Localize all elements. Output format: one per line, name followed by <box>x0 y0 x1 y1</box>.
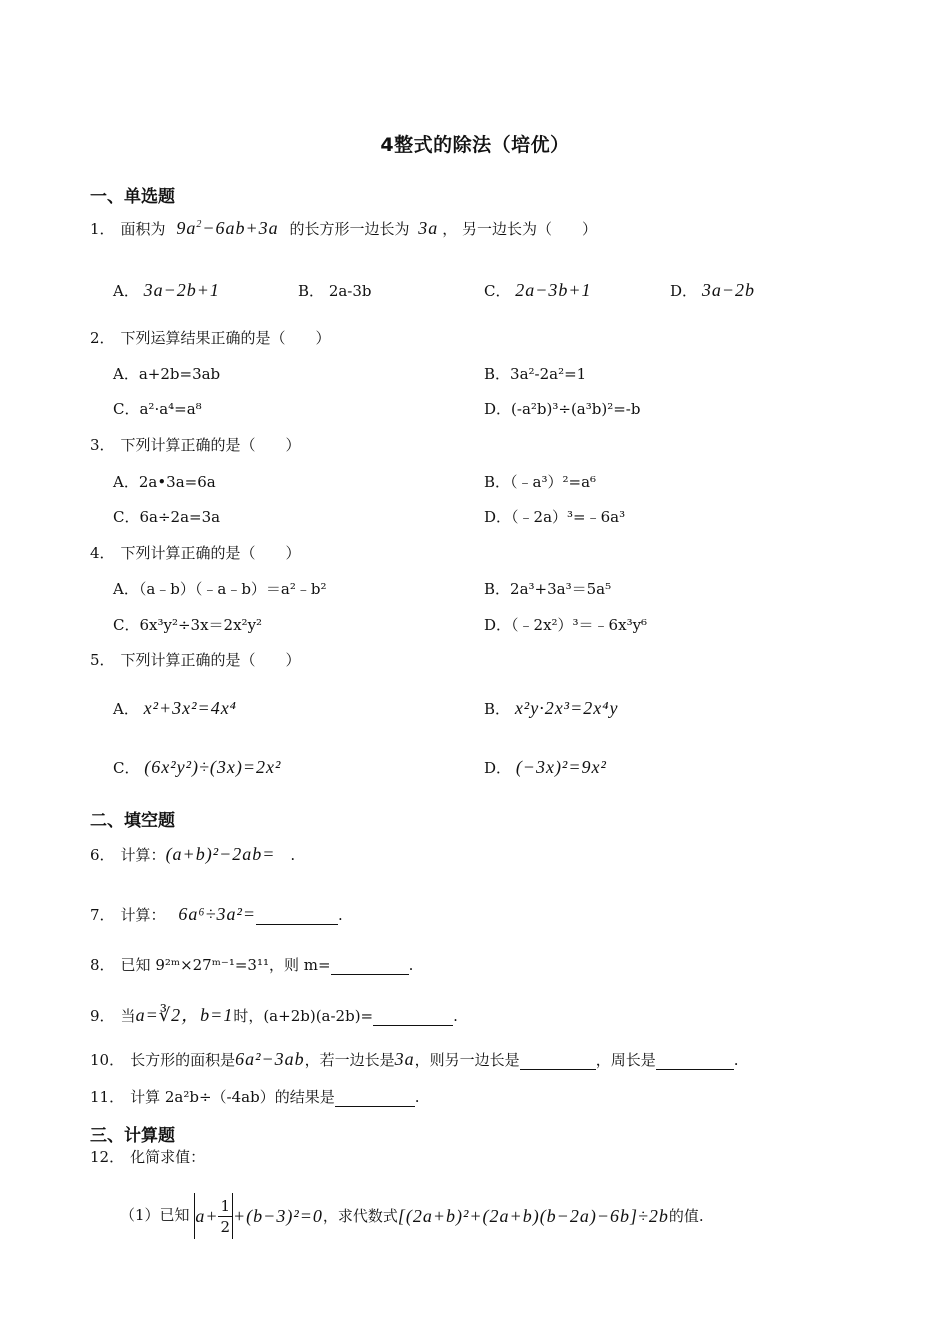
q1-text-a: 面积为 <box>120 220 166 238</box>
q8-answer-blank[interactable] <box>331 956 409 975</box>
q1-text-c: ， 另一边长为（ ） <box>442 220 598 238</box>
q5-option-b[interactable]: B． x²y·2x³=2x⁴y <box>484 698 619 718</box>
q4-option-d[interactable]: D．（﹣2x²）³＝﹣6x³y⁶ <box>484 616 648 634</box>
q5-option-c[interactable]: C． (6x²y²)÷(3x)=2x² <box>113 757 282 777</box>
q4-option-a[interactable]: A．（a﹣b）（﹣a﹣b）＝a²﹣b² <box>113 580 327 598</box>
q10-side-blank[interactable] <box>520 1051 596 1070</box>
q4-option-b[interactable]: B．2a³+3a³＝5a⁵ <box>484 580 612 598</box>
question-8: 8． 已知 9²ᵐ×27ᵐ⁻¹=3¹¹，则 m= . <box>90 956 414 974</box>
q1-option-d[interactable]: D． 3a−2b <box>670 280 755 300</box>
q3-option-d[interactable]: D．（﹣2a）³=﹣6a³ <box>484 508 626 526</box>
q9-condition: a=∛2，b=1 <box>135 1005 234 1025</box>
page-title: 4整式的除法（培优） <box>380 134 570 156</box>
question-4: 4． 下列计算正确的是（ ） <box>90 544 301 562</box>
question-9: 9． 当a=∛2，b=1时，(a+2b)(a-2b)= . <box>90 1005 458 1025</box>
section-heading-calculation: 三、计算题 <box>90 1126 175 1146</box>
question-7: 7． 计算： 6a⁶÷3a²= . <box>90 904 343 924</box>
q12-condition-tail: +(b−3)²=0 <box>233 1206 323 1226</box>
q7-answer-blank[interactable] <box>256 906 338 925</box>
q2-option-a[interactable]: A．a+2b=3ab <box>113 365 221 383</box>
q2-option-d[interactable]: D．(-a²b)³÷(a³b)²=-b <box>484 400 641 418</box>
q6-expression: (a+b)²−2ab= <box>165 844 276 864</box>
question-12: 12． 化简求值： <box>90 1148 206 1166</box>
q9-answer-blank[interactable] <box>373 1007 453 1026</box>
q10-perimeter-blank[interactable] <box>656 1051 734 1070</box>
question-1: 1． 面积为 $9a^2-6ab+3a$ 的长方形一边长为 3a ， 另一边长为（ ） <box>90 218 598 238</box>
question-2: 2． 下列运算结果正确的是（ ） <box>90 329 331 347</box>
section-heading-fill-in: 二、填空题 <box>90 811 175 831</box>
q1-option-c[interactable]: C． 2a−3b+1 <box>484 280 592 300</box>
q1-option-b[interactable]: B． 2a-3b <box>298 282 372 300</box>
q7-expression: 6a⁶÷3a²= <box>178 904 257 924</box>
question-11: 11． 计算 2a²b÷（-4ab）的结果是 . <box>90 1088 420 1106</box>
q10-side: 3a <box>394 1049 415 1069</box>
q3-option-b[interactable]: B．（﹣a³）²=a⁶ <box>484 473 597 491</box>
q5-option-d[interactable]: D． (−3x)²=9x² <box>484 757 607 777</box>
q1-text-b: 的长方形一边长为 <box>289 220 410 238</box>
q1-option-a[interactable]: A． 3a−2b+1 <box>113 280 220 300</box>
q1-side: 3a <box>418 218 439 238</box>
question-6: 6． 计算：(a+b)²−2ab= . <box>90 844 296 864</box>
section-heading-single-choice: 一、单选题 <box>90 187 175 207</box>
q3-option-c[interactable]: C．6a÷2a=3a <box>113 508 221 526</box>
q2-option-b[interactable]: B．3a²-2a²=1 <box>484 365 587 383</box>
question-10: 10． 长方形的面积是6a²−3ab，若一边长是3a，则另一边长是 ，周长是 . <box>90 1049 739 1069</box>
q11-answer-blank[interactable] <box>335 1088 415 1107</box>
q10-area: 6a²−3ab <box>235 1049 305 1069</box>
q12-subquestion-1: （1）已知 a+ $\frac{1}{2}$ +(b−3)²=0，求代数式[(2a+b)²+(2a+b)(b−2a)−6b]÷2b的值. <box>120 1192 704 1239</box>
q5-option-a[interactable]: A． x²+3x²=4x⁴ <box>113 698 237 718</box>
q4-option-c[interactable]: C．6x³y²÷3x＝2x²y² <box>113 616 263 634</box>
q12-expression: [(2a+b)²+(2a+b)(b−2a)−6b]÷2b <box>397 1206 669 1226</box>
question-5: 5． 下列计算正确的是（ ） <box>90 651 301 669</box>
q3-option-a[interactable]: A．2a•3a=6a <box>113 473 216 491</box>
q12-abs-term: a+ <box>195 1206 219 1226</box>
question-3: 3． 下列计算正确的是（ ） <box>90 436 301 454</box>
one-half-fraction: $\frac{1}{2}$ <box>220 1196 231 1236</box>
q2-option-c[interactable]: C．a²·a⁴=a⁸ <box>113 400 202 418</box>
q1-expression: $9a^2-6ab+3a$ <box>176 218 279 238</box>
